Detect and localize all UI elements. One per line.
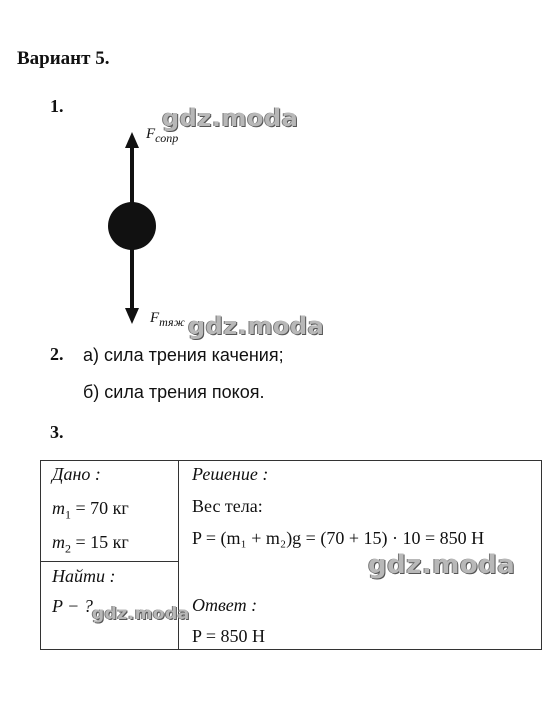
task-3-number: 3. (50, 422, 64, 442)
task-1-number: 1. (50, 96, 64, 116)
watermark-1: gdz.moda (162, 104, 299, 132)
force-gravity-label: $F_{тяж}$ (150, 310, 185, 329)
answer-b: б) сила трения покоя. (83, 382, 265, 402)
given-label: Дано : (52, 464, 101, 484)
formula: P = (m₁ + m₂)g = (70 + 15) · 10 = 850 Н (192, 528, 485, 548)
page-title: Вариант 5. (17, 48, 110, 69)
body-ball (108, 202, 156, 250)
watermark-2: gdz.moda (188, 312, 325, 340)
find-value: P − ? (52, 596, 93, 616)
answer-value: P = 850 Н (192, 626, 265, 646)
given-m1: $m_1 = 70$ кг (52, 498, 129, 522)
watermark-4: gdz.moda (92, 604, 190, 624)
answer-a: а) сила трения качения; (83, 345, 284, 365)
weight-text: Вес тела: (192, 496, 263, 516)
table-divider-horizontal (40, 561, 179, 562)
solution-label: Решение : (192, 464, 269, 484)
given-m2: $m_2 = 15$ кг (52, 532, 129, 556)
arrow-up-icon (125, 132, 139, 148)
force-resistance-label: $F_{сопр}$ (146, 126, 179, 145)
answer-label: Ответ : (192, 595, 258, 615)
watermark-3: gdz.moda (368, 550, 516, 580)
arrow-down-icon (125, 308, 139, 324)
find-label: Найти : (52, 566, 116, 586)
force-diagram (100, 128, 180, 328)
task-2-number: 2. (50, 344, 64, 364)
